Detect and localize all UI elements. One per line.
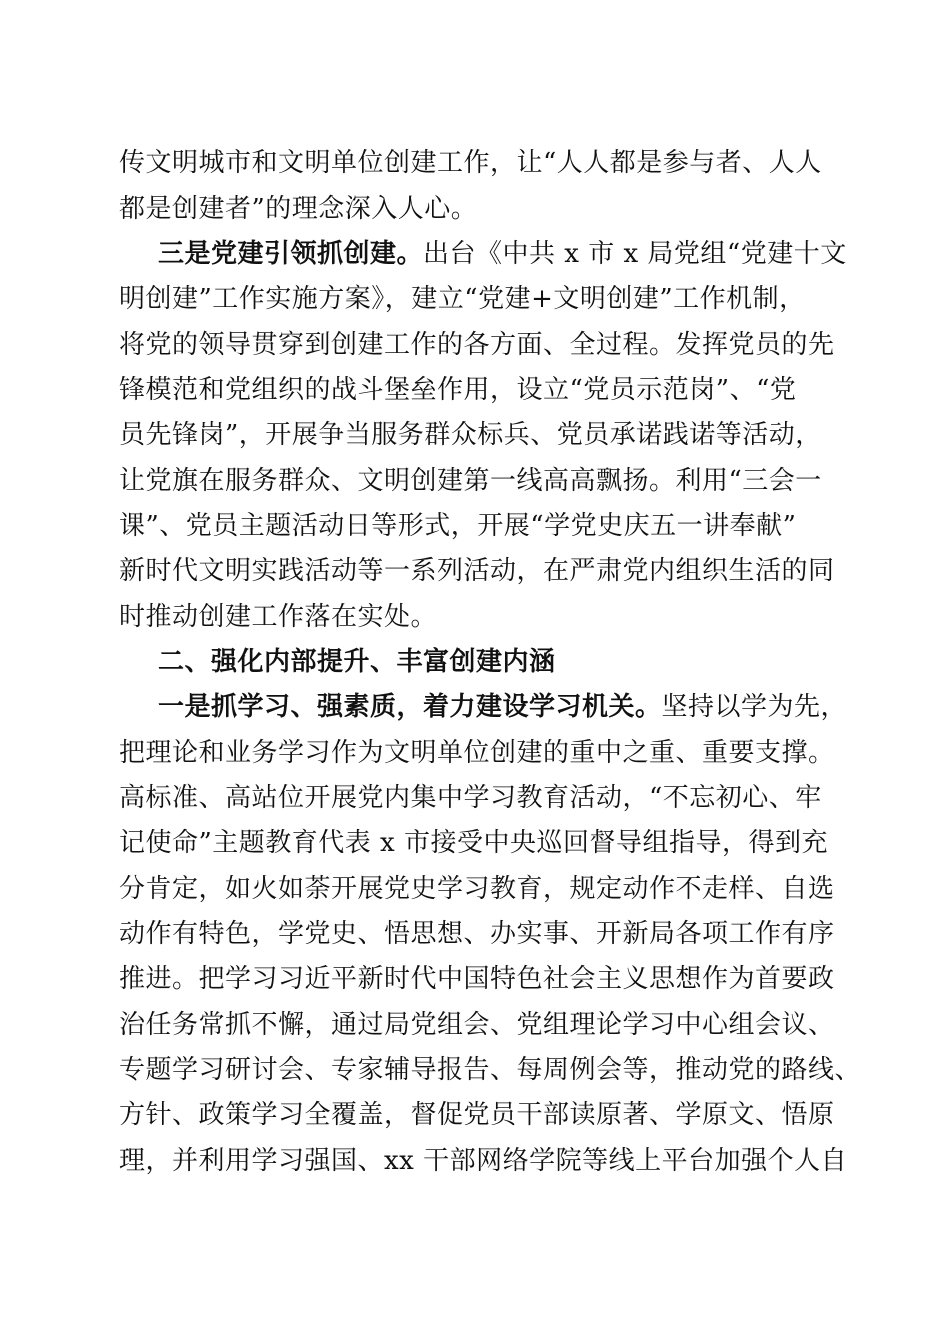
paragraph-first-line: [158, 687, 847, 727]
section-heading: 二、强化内部提升、丰富创建内涵: [158, 647, 556, 677]
text-run: 坚持以学为先，: [661, 692, 848, 722]
paragraph-first-line: [158, 234, 847, 274]
text-run: 出台《中共 x 市 x 局党组“党建十文: [423, 239, 847, 269]
text-line: 把理论和业务学习作为文明单位创建的重中之重、重要支撑。: [119, 738, 835, 768]
text-line: 将党的领导贯穿到创建工作的各方面、全过程。发挥党员的先: [119, 330, 835, 360]
text-line: 推进。把学习习近平新时代中国特色社会主义思想作为首要政: [119, 964, 835, 994]
text-line: 动作有特色，学党史、悟思想、办实事、开新局各项工作有序: [119, 919, 835, 949]
text-line: 时推动创建工作落在实处。: [119, 602, 438, 632]
text-line: 专题学习研讨会、专家辅导报告、每周例会等，推动党的路线、: [119, 1055, 862, 1085]
text-line: 传文明城市和文明单位创建工作，让“人人都是参与者、人人: [119, 148, 822, 178]
paragraph-lead: 一是抓学习、强素质，着力建设学习机关。: [158, 692, 662, 722]
text-line: 治任务常抓不懈，通过局党组会、党组理论学习中心组会议、: [119, 1010, 835, 1040]
text-line: 锋模范和党组织的战斗堡垒作用，设立“党员示范岗”、“党: [119, 375, 797, 405]
text-line: 分肯定，如火如荼开展党史学习教育，规定动作不走样、自选: [119, 874, 835, 904]
text-line: 记使命”主题教育代表 x 市接受中央巡回督导组指导，得到充: [119, 828, 828, 858]
text-line: 明创建”工作实施方案》，建立“党建+文明创建”工作机制，: [119, 284, 806, 314]
text-line: 高标准、高站位开展党内集中学习教育活动，“不忘初心、牢: [119, 783, 822, 813]
text-line: 方针、政策学习全覆盖，督促党员干部读原著、学原文、悟原: [119, 1100, 835, 1130]
text-line: 新时代文明实践活动等一系列活动，在严肃党内组织生活的同: [119, 556, 835, 586]
text-line: 都是创建者”的理念深入人心。: [119, 194, 478, 224]
text-line: 课”、党员主题活动日等形式，开展“学党史庆五一讲奉献”: [119, 511, 797, 541]
paragraph-lead: 三是党建引领抓创建。: [158, 239, 424, 269]
text-line: 让党旗在服务群众、文明创建第一线高高飘扬。利用“三会一: [119, 466, 822, 496]
text-line: 理，并利用学习强国、xx 干部网络学院等线上平台加强个人自: [119, 1146, 848, 1176]
text-line: 员先锋岗”，开展争当服务群众标兵、党员承诺践诺等活动，: [119, 420, 822, 450]
